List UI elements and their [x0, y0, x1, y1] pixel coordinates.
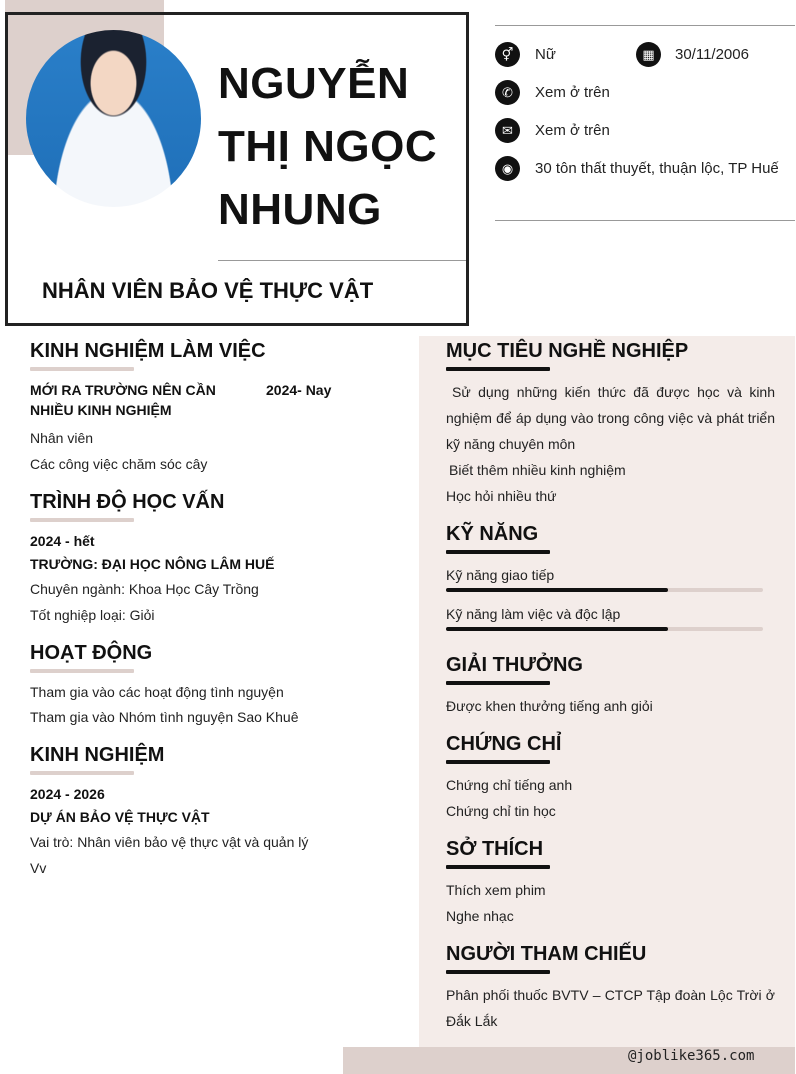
references-title: NGƯỜI THAM CHIẾU: [446, 943, 647, 965]
education-grade: Tốt nghiệp loại: Giỏi: [30, 607, 155, 623]
mail-icon: ✉: [495, 118, 520, 143]
objective-line-3: Học hỏi nhiều thứ: [446, 488, 557, 504]
skill-name: Kỹ năng làm việc và độc lập: [446, 606, 621, 622]
education-major: Chuyên ngành: Khoa Học Cây Trồng: [30, 581, 259, 597]
candidate-name: [218, 52, 463, 241]
name-line-3: NHUNG: [218, 185, 382, 234]
education-school: TRƯỜNG: ĐẠI HỌC NÔNG LÂM HUẾ: [30, 556, 275, 572]
phone-icon: ✆: [495, 80, 520, 105]
phone-value: Xem ở trên: [535, 84, 610, 101]
skill-bar-track: [446, 627, 763, 631]
hobbies-title-rule: [446, 865, 550, 869]
education-title: TRÌNH ĐỘ HỌC VẤN: [30, 491, 225, 513]
email-value: Xem ở trên: [535, 122, 610, 139]
experience-company: MỚI RA TRƯỜNG NÊN CẦN NHIỀU KINH NGHIỆM: [30, 382, 216, 418]
calendar-icon: ▦: [636, 42, 661, 67]
project-role: Vai trò: Nhân viên bảo vệ thực vật và quản lý: [30, 834, 309, 850]
education-period: 2024 - hết: [30, 533, 95, 549]
experience-position: Nhân viên: [30, 430, 94, 446]
list-item: Nghe nhạc: [446, 908, 514, 924]
location-icon: ◉: [495, 156, 520, 181]
experience-description: Các công việc chăm sóc cây: [30, 456, 208, 472]
skill-bar-fill: [446, 627, 668, 631]
gender-value: Nữ: [535, 46, 556, 63]
objective-text: Sử dụng những kiến thức đã được học và kinh nghiệm để áp dụng vào trong công việc và phát triển kỹ năng chuyên môn: [446, 384, 775, 452]
list-item: Tham gia vào Nhóm tình nguyện Sao Khuê: [30, 709, 299, 725]
contact-divider-top: [495, 25, 795, 26]
objective-line-2: Biết thêm nhiều kinh nghiệm: [449, 462, 626, 478]
awards-title: GIẢI THƯỞNG: [446, 654, 583, 676]
skill-bar-fill: [446, 588, 668, 592]
awards-title-rule: [446, 681, 550, 685]
objective-title: MỤC TIÊU NGHỀ NGHIỆP: [446, 340, 689, 362]
name-line-1: NGUYỄN: [218, 59, 410, 108]
references-text: Phân phối thuốc BVTV – CTCP Tập đoàn Lộc Trời ở Đắk Lắk: [446, 987, 775, 1029]
project-period: 2024 - 2026: [30, 786, 105, 802]
certificates-title-rule: [446, 760, 550, 764]
hobbies-title: SỞ THÍCH: [446, 838, 544, 860]
education-title-rule: [30, 518, 134, 522]
activities-title-rule: [30, 669, 134, 673]
skills-title: KỸ NĂNG: [446, 523, 539, 545]
project-note: Vv: [30, 860, 47, 876]
certificates-title: CHỨNG CHỈ: [446, 733, 562, 755]
list-item: Chứng chỉ tiếng anh: [446, 777, 573, 793]
list-item: Thích xem phim: [446, 882, 546, 898]
experience-title-rule: [30, 367, 134, 371]
skill-name: Kỹ năng giao tiếp: [446, 567, 555, 583]
objective-title-rule: [446, 367, 550, 371]
birthday-value: 30/11/2006: [675, 46, 749, 63]
skills-title-rule: [446, 550, 550, 554]
skill-bar-track: [446, 588, 763, 592]
project-name: DỰ ÁN BẢO VỆ THỰC VẬT: [30, 809, 210, 825]
watermark-text: @joblike365.com: [628, 1048, 755, 1064]
contact-divider-bottom: [495, 220, 795, 221]
projects-title-rule: [30, 771, 134, 775]
list-item: Tham gia vào các hoạt động tình nguyện: [30, 684, 284, 700]
experience-period: 2024- Nay: [266, 382, 332, 398]
profile-photo: [26, 30, 201, 207]
gender-icon: ⚥: [495, 42, 520, 67]
job-title: NHÂN VIÊN BẢO VỆ THỰC VẬT: [42, 278, 374, 303]
list-item: Chứng chỉ tin học: [446, 803, 556, 819]
references-title-rule: [446, 970, 550, 974]
experience-title: KINH NGHIỆM LÀM VIỆC: [30, 340, 266, 362]
list-item: Được khen thưởng tiếng anh giỏi: [446, 698, 653, 714]
name-divider: [218, 260, 466, 261]
activities-title: HOẠT ĐỘNG: [30, 642, 153, 664]
name-line-2: THỊ NGỌC: [218, 122, 438, 171]
projects-title: KINH NGHIỆM: [30, 744, 165, 766]
address-value: 30 tôn thất thuyết, thuận lộc, TP Huế: [535, 160, 779, 177]
